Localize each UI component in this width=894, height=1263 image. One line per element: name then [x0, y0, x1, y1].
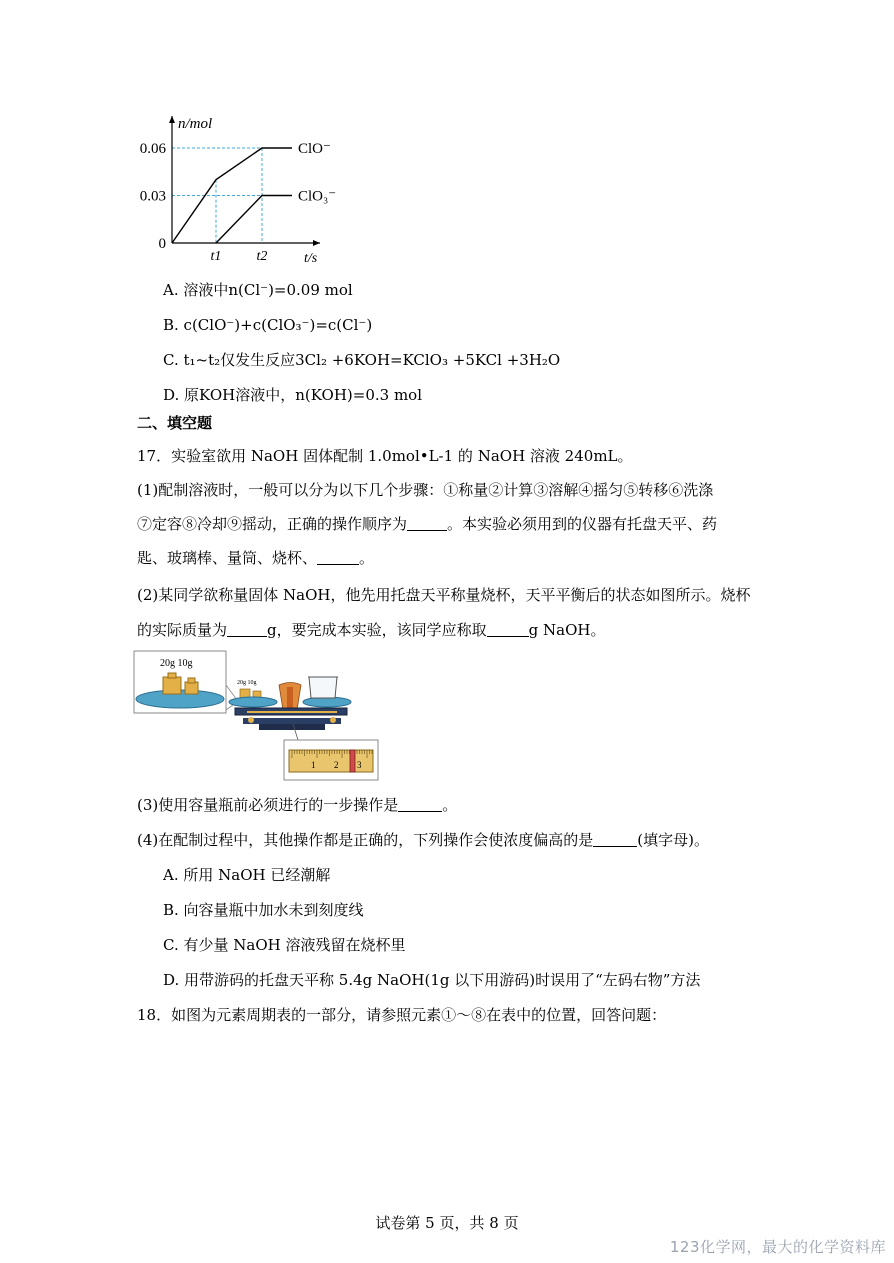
- q17-part1-text-a: ⑦定容⑧冷却⑨摇动，正确的操作顺序为: [137, 515, 408, 533]
- weights-label-small: 20g 10g: [237, 680, 257, 686]
- q17-part2-line1: (2)某同学欲称量固体 NaOH，他先用托盘天平称量烧杯，天平平衡后的状态如图所示。烧杯: [137, 586, 751, 604]
- q17-part3-text-a: (3)使用容量瓶前必须进行的一步操作是: [137, 796, 399, 814]
- y-tick-label: 0.06: [139, 141, 166, 157]
- rider: [350, 750, 355, 772]
- q17-part3-text-b: 。: [442, 796, 458, 814]
- q17-part3: [137, 795, 457, 815]
- answer-blank[interactable]: [317, 548, 359, 565]
- chart-guides: [172, 148, 262, 243]
- q16-option-a: A. 溶液中n(Cl⁻)=0.09 mol: [163, 281, 353, 299]
- y-axis-arrow: [169, 116, 175, 123]
- answer-blank[interactable]: [407, 514, 447, 531]
- x-tick-label: t1: [210, 249, 222, 264]
- answer-blank[interactable]: [487, 620, 529, 637]
- q17-part1-line3: [137, 548, 374, 568]
- q17-option-b: B. 向容量瓶中加水未到刻度线: [163, 901, 364, 919]
- answer-blank[interactable]: [593, 830, 637, 847]
- chart: [120, 108, 350, 268]
- section-heading: 二、填空题: [137, 414, 213, 432]
- q16-option-d: D. 原KOH溶液中，n(KOH)=0.3 mol: [163, 386, 422, 404]
- x-tick-label: t2: [256, 249, 268, 264]
- q17-part1-line2: [137, 514, 717, 534]
- series-label: ClO⁻: [298, 141, 331, 157]
- q17-option-c: C. 有少量 NaOH 溶液残留在烧杯里: [163, 936, 406, 954]
- x-axis-label: t/s: [304, 251, 318, 266]
- y-axis-label: n/mol: [178, 116, 213, 132]
- q17-option-d: D. 用带游码的托盘天平称 5.4g NaOH(1g 以下用游码)时误用了“左码右物”方法: [163, 971, 701, 989]
- series-label: ClO₃⁻: [298, 188, 337, 205]
- q17-part1-text-c: 匙、玻璃棒、量筒、烧杯、: [137, 549, 318, 567]
- q17-stem: 17．实验室欲用 NaOH 固体配制 1.0mol•L-1 的 NaOH 溶液 240mL。: [137, 447, 633, 465]
- q17-part2-text-c: g NaOH。: [528, 621, 606, 639]
- balance-figure: [133, 650, 383, 785]
- ruler-label-3: 3: [357, 760, 362, 770]
- q17-option-a: A. 所用 NaOH 已经潮解: [163, 866, 331, 884]
- q17-part1-text-d: 。: [359, 549, 375, 567]
- q17-part4-text-b: (填字母)。: [637, 831, 709, 849]
- y-tick-label: 0: [158, 236, 166, 252]
- q17-part4-text-a: (4)在配制过程中，其他操作都是正确的，下列操作会使浓度偏高的是: [137, 831, 594, 849]
- weights-label: 20g 10g: [160, 658, 193, 669]
- ruler-label-2: 2: [334, 760, 339, 770]
- x-axis-arrow: [313, 240, 320, 246]
- q17-part4: [137, 830, 709, 850]
- ruler-label-1: 1: [311, 760, 316, 770]
- page-footer: 试卷第 5 页，共 8 页: [375, 1214, 519, 1232]
- q16-option-b: B. c(ClO⁻)+c(ClO₃⁻)=c(Cl⁻): [163, 316, 373, 334]
- q17-part2-text-b: g，要完成本实验，该同学应称取: [267, 621, 487, 639]
- q17-part2-line2: [137, 620, 605, 640]
- q17-part1-line1: (1)配制溶液时，一般可以分为以下几个步骤：①称量②计算③溶解④摇匀⑤转移⑥洗涤: [137, 481, 714, 499]
- q16-option-c: C. t₁~t₂仅发生反应3Cl₂ +6KOH=KClO₃ +5KCl +3H₂O: [163, 351, 561, 369]
- q17-part1-text-b: 。本实验必须用到的仪器有托盘天平、药: [447, 515, 718, 533]
- answer-blank[interactable]: [398, 795, 442, 812]
- chart-axes: [169, 116, 320, 246]
- q18-stem: 18．如图为元素周期表的一部分，请参照元素①～⑧在表中的位置，回答问题：: [137, 1006, 667, 1024]
- watermark: 123化学网，最大的化学资料库: [669, 1238, 886, 1256]
- series-line: [216, 196, 292, 244]
- answer-blank[interactable]: [227, 620, 267, 637]
- y-tick-label: 0.03: [139, 188, 166, 205]
- q17-part2-text-a: 的实际质量为: [137, 621, 228, 639]
